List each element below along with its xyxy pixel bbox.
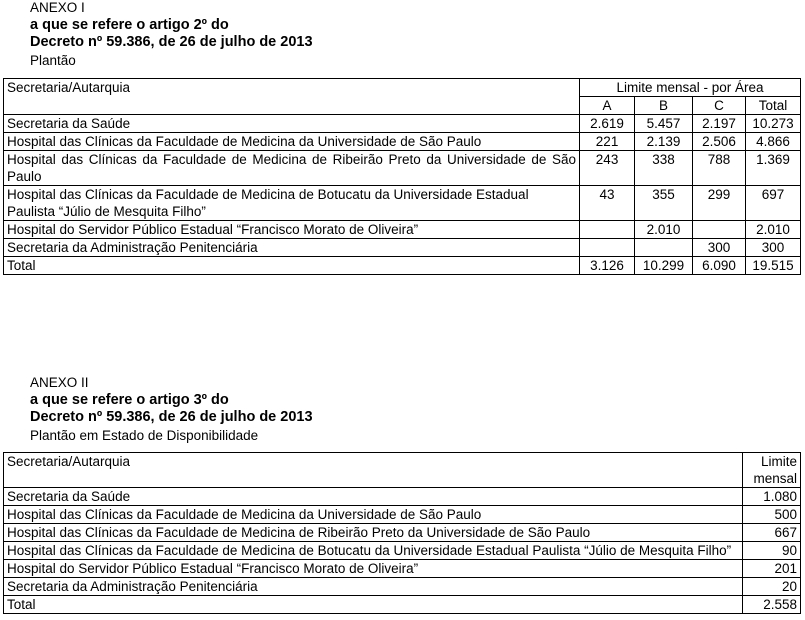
- cell-c: 2.197: [693, 115, 746, 133]
- annex1-decree: Decreto nº 59.386, de 26 de julho de 2013: [30, 34, 313, 50]
- cell-a: 3.126: [580, 257, 635, 275]
- annex1-reference: a que se refere o artigo 2º do: [30, 16, 229, 33]
- annex2-title: ANEXO II: [30, 375, 89, 390]
- cell-limite: 90: [743, 542, 801, 560]
- cell-b: 2.010: [635, 221, 693, 239]
- annex1-col-total: Total: [745, 97, 800, 115]
- annex2-table: [3, 452, 801, 614]
- cell-a: [580, 221, 635, 239]
- cell-a: [580, 239, 635, 257]
- cell-b: 10.299: [635, 257, 693, 275]
- cell-total: 2.010: [745, 221, 800, 239]
- cell-b: 355: [635, 186, 693, 221]
- table-row-total: [4, 257, 801, 275]
- row-name: Hospital das Clínicas da Faculdade de Medicina de Botucatu da Universidade Estadual Paulista “Júlio de Mesquita Filho”: [4, 542, 743, 560]
- row-name: Hospital das Clínicas da Faculdade de Medicina de Ribeirão Preto da Universidade de São Paulo: [4, 524, 743, 542]
- annex1-title: ANEXO I: [30, 0, 85, 15]
- cell-limite: 667: [743, 524, 801, 542]
- cell-c: 300: [693, 239, 746, 257]
- cell-limite: 20: [743, 578, 801, 596]
- cell-total: 10.273: [745, 115, 800, 133]
- table-row: [4, 560, 801, 578]
- table-row: [4, 524, 801, 542]
- cell-c: 788: [693, 151, 746, 186]
- cell-limite: 201: [743, 560, 801, 578]
- annex2-col-limite: Limite mensal: [743, 453, 801, 488]
- annex1-col-group: Limite mensal - por Área: [580, 79, 801, 97]
- cell-c: 299: [693, 186, 746, 221]
- cell-total: 19.515: [745, 257, 800, 275]
- annex1-table: [3, 78, 801, 275]
- table-row: [4, 151, 801, 186]
- annex2-subtitle: Plantão em Estado de Disponibilidade: [30, 427, 259, 443]
- row-name: Hospital das Clínicas da Faculdade de Medicina da Universidade de São Paulo: [4, 506, 743, 524]
- table-row: [4, 186, 801, 221]
- cell-a: 221: [580, 133, 635, 151]
- table-row: [4, 506, 801, 524]
- annex2-header: [30, 374, 313, 444]
- cell-c: 2.506: [693, 133, 746, 151]
- annex1-header-row: [4, 79, 801, 97]
- cell-b: 5.457: [635, 115, 693, 133]
- row-name: Hospital das Clínicas da Faculdade de Medicina de Ribeirão Preto da Universidade de São Paulo: [4, 151, 580, 186]
- row-name: Hospital das Clínicas da Faculdade de Medicina de Botucatu da Universidade Estadual Paulista “Júlio de Mesquita Filho”: [4, 186, 580, 221]
- annex1-col-b: B: [635, 97, 693, 115]
- row-name: Hospital do Servidor Público Estadual “Francisco Morato de Oliveira”: [4, 560, 743, 578]
- annex2-reference: a que se refere o artigo 3º do: [30, 391, 229, 408]
- row-name: Secretaria da Saúde: [4, 115, 580, 133]
- annex2-header-row: [4, 453, 801, 488]
- cell-total: 4.866: [745, 133, 800, 151]
- annex1-col-secretaria: Secretaria/Autarquia: [4, 79, 580, 115]
- cell-total: 1.369: [745, 151, 800, 186]
- annex2-decree: Decreto nº 59.386, de 26 de julho de 2013: [30, 409, 313, 425]
- table-row: [4, 542, 801, 560]
- cell-b: 338: [635, 151, 693, 186]
- table-row: [4, 488, 801, 506]
- row-name: Hospital das Clínicas da Faculdade de Medicina da Universidade de São Paulo: [4, 133, 580, 151]
- annex2-col-secretaria: Secretaria/Autarquia: [4, 453, 743, 488]
- row-name: Secretaria da Administração Penitenciária: [4, 578, 743, 596]
- row-name: Total: [4, 596, 743, 614]
- cell-total: 697: [745, 186, 800, 221]
- table-row: [4, 221, 801, 239]
- cell-a: 43: [580, 186, 635, 221]
- cell-limite: 2.558: [743, 596, 801, 614]
- table-row: [4, 133, 801, 151]
- table-row: [4, 239, 801, 257]
- row-name: Total: [4, 257, 580, 275]
- cell-b: 2.139: [635, 133, 693, 151]
- cell-limite: 500: [743, 506, 801, 524]
- cell-c: 6.090: [693, 257, 746, 275]
- cell-a: 2.619: [580, 115, 635, 133]
- cell-b: [635, 239, 693, 257]
- table-row: [4, 115, 801, 133]
- cell-limite: 1.080: [743, 488, 801, 506]
- cell-total: 300: [745, 239, 800, 257]
- table-row-total: [4, 596, 801, 614]
- cell-c: [693, 221, 746, 239]
- annex1-subtitle: Plantão: [30, 52, 76, 68]
- cell-a: 243: [580, 151, 635, 186]
- row-name: Hospital do Servidor Público Estadual “Francisco Morato de Oliveira”: [4, 221, 580, 239]
- table-row: [4, 578, 801, 596]
- row-name: Secretaria da Administração Penitenciária: [4, 239, 580, 257]
- annex1-col-a: A: [580, 97, 635, 115]
- annex1-header: [30, 0, 313, 69]
- annex1-col-c: C: [693, 97, 746, 115]
- row-name: Secretaria da Saúde: [4, 488, 743, 506]
